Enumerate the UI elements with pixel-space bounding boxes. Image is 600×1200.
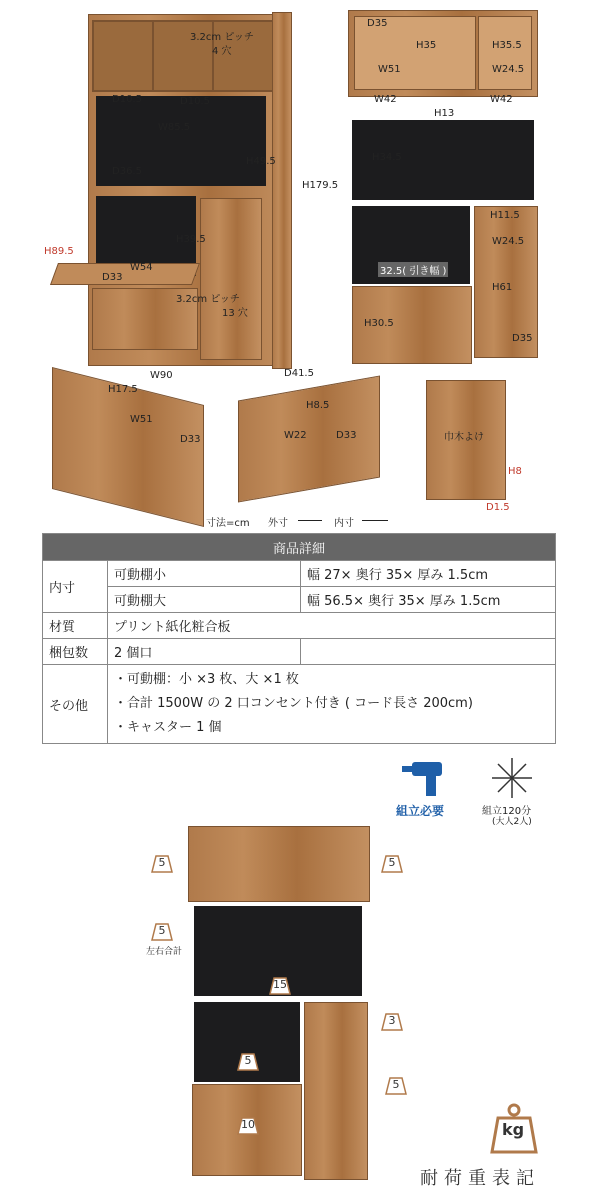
weight-badge (236, 1048, 260, 1072)
kg-label: kg (502, 1120, 525, 1139)
dim-pull-width: 32.5( 引き幅 ) (378, 262, 448, 277)
dim-w245-mid: W24.5 (492, 236, 525, 247)
spec-value-small: 幅 27× 奥行 35× 厚み 1.5cm (301, 561, 556, 587)
weight-badge (150, 850, 174, 874)
baseboard-label: 巾木よけ (444, 432, 484, 443)
dim-h345: H34.5 (372, 152, 402, 163)
spec-value-large: 幅 56.5× 奥行 35× 厚み 1.5cm (301, 587, 556, 613)
dim-d33-small: D33 (336, 430, 357, 441)
dim-w90: W90 (150, 370, 173, 381)
legend-outer: 外寸 (268, 518, 288, 529)
dim-d33-drawer: D33 (180, 434, 201, 445)
spec-label-packages: 梱包数 (43, 639, 108, 665)
weight-value: 5 (158, 924, 166, 937)
weight-badge (236, 1112, 260, 1136)
spec-header: 商品詳細 (43, 534, 556, 561)
weight-value: 3 (388, 1014, 396, 1027)
spec-value-packages: 2 個口 (108, 639, 301, 665)
spec-other-line-1: ・可動棚：小 ×3 枚、大 ×1 枚 (114, 672, 299, 687)
spec-label-other: その他 (43, 665, 108, 744)
load-cabinet-diagram (188, 826, 370, 1188)
dim-h8: H8 (508, 466, 522, 477)
weight-value: 10 (241, 1118, 255, 1131)
load-caption: 耐荷重表記 (420, 1168, 540, 1189)
assembly-people: (大人2人) (492, 817, 532, 827)
weight-value: 5 (388, 856, 396, 869)
dim-holes-top: 4 穴 (212, 46, 232, 57)
weight-value: 5 (244, 1054, 252, 1067)
dim-w51: W51 (378, 64, 401, 75)
dim-pitch-top: 3.2cm ピッチ (190, 32, 254, 43)
dim-w22: W22 (284, 430, 307, 441)
weight-badge (268, 972, 292, 996)
clock-burst-icon (488, 756, 536, 800)
dim-w51-drawer: W51 (130, 414, 153, 425)
cabinet-diagram-main (40, 8, 320, 378)
legend-outer-arrow (298, 520, 322, 521)
legend-inner-arrow (362, 520, 388, 521)
weight-badge (380, 850, 404, 874)
dim-h85: H8.5 (306, 400, 330, 411)
dim-w42-left: W42 (374, 94, 397, 105)
assembly-required-label: 組立必要 (396, 804, 445, 818)
dim-w54: W54 (130, 262, 153, 273)
weight-badge (150, 918, 174, 942)
dim-d105-right: D10.5 (180, 96, 210, 107)
weight-value: 5 (158, 856, 166, 869)
dim-h13: H13 (434, 108, 455, 119)
load-left-total: 左右合計 (146, 947, 183, 957)
dim-h115: H11.5 (490, 210, 520, 221)
dim-h355: H35.5 (492, 40, 522, 51)
dim-pitch-side: 3.2cm ピッチ (176, 294, 240, 305)
drill-icon (400, 756, 456, 800)
spec-other-line-2: ・合計 1500W の 2 口コンセント付き ( コード長さ 200cm) (114, 696, 473, 711)
spec-empty (301, 639, 556, 665)
dim-d365: D36.5 (112, 166, 142, 177)
spec-other-line-3: ・キャスター 1 個 (114, 720, 222, 735)
dim-h1795: H179.5 (302, 180, 339, 191)
dim-h305: H30.5 (364, 318, 394, 329)
drawer-small-diagram (238, 375, 380, 502)
dim-d15: D1.5 (486, 502, 510, 513)
dim-h61: H61 (492, 282, 513, 293)
dim-h395: H39.5 (176, 234, 206, 245)
dim-h895: H89.5 (44, 246, 74, 257)
dim-d33: D33 (102, 272, 123, 283)
weight-badge (380, 1008, 404, 1032)
dim-w42-right: W42 (490, 94, 513, 105)
dim-w855: W85.5 (158, 122, 191, 133)
dim-d415: D41.5 (284, 368, 314, 379)
dim-holes-side: 13 穴 (222, 308, 248, 319)
spec-label-inner: 内寸 (43, 561, 108, 613)
dim-d35-top: D35 (367, 18, 388, 29)
weight-badge (384, 1072, 408, 1096)
dim-d35-bottom: D35 (512, 333, 533, 344)
weight-value: 5 (392, 1078, 400, 1091)
dim-d105-left: D10.5 (112, 94, 142, 105)
dim-h495: H49.5 (246, 156, 276, 167)
dim-h175: H17.5 (108, 384, 138, 395)
legend-unit: 寸法=cm (206, 518, 250, 529)
spec-value-material: プリント紙化粧合板 (108, 613, 556, 639)
legend-inner: 内寸 (334, 518, 354, 529)
weight-value: 15 (273, 978, 287, 991)
spec-table (42, 533, 556, 744)
dim-h35: H35 (416, 40, 437, 51)
spec-label-material: 材質 (43, 613, 108, 639)
spec-sub-small: 可動棚小 (108, 561, 301, 587)
assembly-time: 組立120分 (482, 806, 532, 817)
dim-w245-top: W24.5 (492, 64, 525, 75)
spec-sub-large: 可動棚大 (108, 587, 301, 613)
